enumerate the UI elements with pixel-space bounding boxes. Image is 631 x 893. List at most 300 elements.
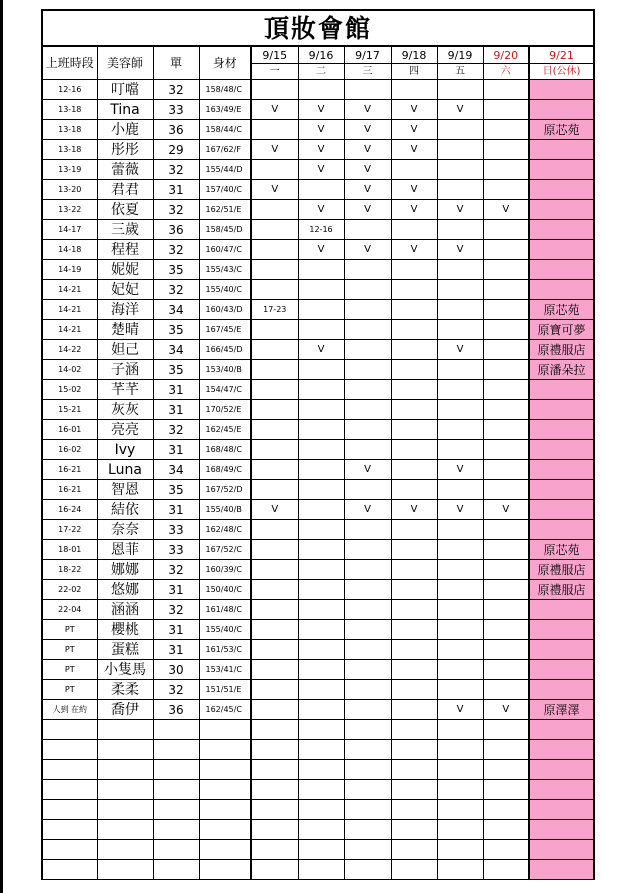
header-stylist: 美容師 [97, 46, 153, 80]
table-row [42, 560, 594, 580]
empty-row [42, 720, 594, 740]
day-cell [298, 420, 344, 440]
weekday-header: 四 [391, 64, 437, 80]
body-cell: 160/47/C [199, 240, 251, 260]
empty-cell [42, 860, 97, 880]
empty-cell [298, 820, 344, 840]
count-cell: 32 [153, 280, 199, 300]
body-cell: 170/52/E [199, 400, 251, 420]
day-cell [391, 480, 437, 500]
stylist-name-cell: 喬伊 [97, 700, 153, 720]
note-cell: 原芯苑 [529, 540, 594, 560]
note-cell [529, 780, 594, 800]
empty-cell [199, 840, 251, 860]
note-cell [529, 860, 594, 880]
empty-cell [97, 840, 153, 860]
day-cell: V [391, 500, 437, 520]
day-cell [298, 300, 344, 320]
empty-row [42, 760, 594, 780]
empty-cell [437, 720, 483, 740]
day-cell [483, 240, 529, 260]
empty-cell [199, 780, 251, 800]
day-cell [251, 680, 298, 700]
body-cell: 161/53/C [199, 640, 251, 660]
day-cell [437, 420, 483, 440]
day-cell [251, 480, 298, 500]
shift-cell: 14-18 [42, 240, 97, 260]
empty-cell [344, 780, 391, 800]
empty-cell [97, 780, 153, 800]
stylist-name-cell: 涵涵 [97, 600, 153, 620]
empty-cell [153, 780, 199, 800]
empty-cell [298, 860, 344, 880]
day-cell [483, 400, 529, 420]
day-cell [391, 80, 437, 100]
note-cell [529, 460, 594, 480]
count-cell: 33 [153, 100, 199, 120]
empty-cell [199, 740, 251, 760]
note-cell [529, 140, 594, 160]
day-cell: V [251, 140, 298, 160]
shift-cell: 14-21 [42, 320, 97, 340]
day-cell: 17-23 [251, 300, 298, 320]
day-cell [391, 400, 437, 420]
note-cell [529, 720, 594, 740]
day-cell [298, 280, 344, 300]
day-cell [344, 620, 391, 640]
stylist-name-cell: 櫻桃 [97, 620, 153, 640]
day-cell [391, 540, 437, 560]
body-cell: 153/41/C [199, 660, 251, 680]
day-cell [391, 340, 437, 360]
table-row [42, 700, 594, 720]
table-row [42, 340, 594, 360]
day-cell: V [344, 240, 391, 260]
day-cell [344, 380, 391, 400]
stylist-name-cell: 彤彤 [97, 140, 153, 160]
empty-cell [251, 860, 298, 880]
day-cell: V [437, 200, 483, 220]
table-row [42, 300, 594, 320]
empty-cell [483, 860, 529, 880]
day-cell [391, 280, 437, 300]
date-header: 9/19 [437, 46, 483, 64]
day-cell [344, 360, 391, 380]
empty-cell [391, 820, 437, 840]
day-cell [391, 520, 437, 540]
note-cell [529, 820, 594, 840]
note-cell [529, 480, 594, 500]
day-cell [391, 380, 437, 400]
day-cell [344, 220, 391, 240]
day-cell [437, 480, 483, 500]
count-cell: 32 [153, 420, 199, 440]
weekday-header: 日(公休) [529, 64, 594, 80]
empty-cell [298, 840, 344, 860]
body-cell: 162/45/C [199, 700, 251, 720]
empty-cell [391, 840, 437, 860]
day-cell [483, 680, 529, 700]
note-cell [529, 400, 594, 420]
day-cell [391, 660, 437, 680]
stylist-name-cell: 妲己 [97, 340, 153, 360]
stylist-name-cell: 智恩 [97, 480, 153, 500]
day-cell [391, 300, 437, 320]
day-cell [437, 580, 483, 600]
shift-cell: 18-22 [42, 560, 97, 580]
empty-cell [344, 820, 391, 840]
empty-cell [199, 800, 251, 820]
body-cell: 163/49/E [199, 100, 251, 120]
note-cell [529, 760, 594, 780]
empty-cell [251, 720, 298, 740]
note-cell [529, 180, 594, 200]
day-cell [391, 160, 437, 180]
note-cell [529, 680, 594, 700]
weekday-header: 三 [344, 64, 391, 80]
day-cell [298, 360, 344, 380]
day-cell [251, 620, 298, 640]
count-cell: 32 [153, 160, 199, 180]
day-cell [251, 460, 298, 480]
empty-cell [251, 840, 298, 860]
table-row [42, 460, 594, 480]
day-cell [483, 480, 529, 500]
day-cell [437, 260, 483, 280]
shift-cell: 22-02 [42, 580, 97, 600]
day-cell [483, 320, 529, 340]
day-cell: V [344, 200, 391, 220]
day-cell [483, 140, 529, 160]
note-cell [529, 420, 594, 440]
day-cell [437, 660, 483, 680]
shift-cell: 14-21 [42, 300, 97, 320]
stylist-name-cell: 娜娜 [97, 560, 153, 580]
count-cell: 31 [153, 180, 199, 200]
empty-cell [437, 840, 483, 860]
stylist-name-cell: 子涵 [97, 360, 153, 380]
day-cell [298, 560, 344, 580]
day-cell: V [391, 140, 437, 160]
day-cell [483, 520, 529, 540]
day-cell [483, 380, 529, 400]
note-cell: 原芯苑 [529, 300, 594, 320]
day-cell [298, 260, 344, 280]
note-cell: 原禮服店 [529, 560, 594, 580]
day-cell [483, 220, 529, 240]
day-cell [483, 540, 529, 560]
day-cell [483, 420, 529, 440]
day-cell: 12-16 [298, 220, 344, 240]
note-cell: 原芯苑 [529, 120, 594, 140]
day-cell [251, 120, 298, 140]
body-cell: 155/44/D [199, 160, 251, 180]
day-cell [344, 260, 391, 280]
empty-row [42, 820, 594, 840]
empty-cell [42, 800, 97, 820]
day-cell [391, 600, 437, 620]
note-cell [529, 600, 594, 620]
stylist-name-cell: Luna [97, 460, 153, 480]
day-cell [298, 680, 344, 700]
table-row [42, 440, 594, 460]
empty-cell [153, 720, 199, 740]
count-cell: 36 [153, 700, 199, 720]
date-header: 9/20 [483, 46, 529, 64]
count-cell: 32 [153, 80, 199, 100]
day-cell [344, 340, 391, 360]
table-row [42, 220, 594, 240]
table-row [42, 160, 594, 180]
day-cell [298, 80, 344, 100]
empty-cell [437, 780, 483, 800]
day-cell: V [298, 200, 344, 220]
day-cell [298, 700, 344, 720]
header-body: 身材 [199, 46, 251, 80]
day-cell [251, 660, 298, 680]
day-cell [437, 380, 483, 400]
shift-cell: 16-21 [42, 460, 97, 480]
empty-cell [42, 780, 97, 800]
empty-cell [153, 760, 199, 780]
body-cell: 151/51/E [199, 680, 251, 700]
empty-cell [199, 820, 251, 840]
day-cell [483, 280, 529, 300]
day-cell [483, 160, 529, 180]
day-cell [251, 640, 298, 660]
day-cell [344, 560, 391, 580]
stylist-name-cell: 蛋糕 [97, 640, 153, 660]
day-cell [483, 180, 529, 200]
stylist-name-cell: 楚晴 [97, 320, 153, 340]
body-cell: 150/40/C [199, 580, 251, 600]
shift-cell: 17-22 [42, 520, 97, 540]
note-cell [529, 380, 594, 400]
day-cell: V [344, 460, 391, 480]
day-cell [344, 580, 391, 600]
count-cell: 31 [153, 580, 199, 600]
day-cell [391, 680, 437, 700]
day-cell [437, 300, 483, 320]
stylist-name-cell: 奈奈 [97, 520, 153, 540]
empty-row [42, 840, 594, 860]
day-cell [391, 220, 437, 240]
empty-cell [344, 720, 391, 740]
empty-cell [298, 780, 344, 800]
day-cell [437, 320, 483, 340]
empty-cell [199, 860, 251, 880]
count-cell: 31 [153, 400, 199, 420]
count-cell: 35 [153, 360, 199, 380]
empty-cell [251, 740, 298, 760]
table-row [42, 640, 594, 660]
count-cell: 30 [153, 660, 199, 680]
day-cell [251, 440, 298, 460]
weekday-header: 二 [298, 64, 344, 80]
empty-cell [153, 860, 199, 880]
count-cell: 35 [153, 480, 199, 500]
note-cell [529, 640, 594, 660]
day-cell: V [251, 500, 298, 520]
empty-cell [344, 840, 391, 860]
empty-row [42, 780, 594, 800]
table-row [42, 540, 594, 560]
page-title: 頂妝會館 [42, 10, 594, 46]
day-cell [483, 260, 529, 280]
empty-cell [483, 820, 529, 840]
day-cell [437, 220, 483, 240]
day-cell: V [483, 200, 529, 220]
day-cell [483, 440, 529, 460]
day-cell [251, 260, 298, 280]
empty-cell [391, 740, 437, 760]
body-cell: 167/45/E [199, 320, 251, 340]
stylist-name-cell: 程程 [97, 240, 153, 260]
day-cell [251, 160, 298, 180]
shift-cell: 16-24 [42, 500, 97, 520]
day-cell [391, 440, 437, 460]
body-cell: 158/48/C [199, 80, 251, 100]
empty-cell [42, 760, 97, 780]
day-cell [437, 140, 483, 160]
day-cell: V [344, 140, 391, 160]
day-cell [251, 220, 298, 240]
stylist-name-cell: 亮亮 [97, 420, 153, 440]
note-cell: 原禮服店 [529, 340, 594, 360]
empty-cell [483, 840, 529, 860]
day-cell [391, 700, 437, 720]
empty-cell [97, 800, 153, 820]
table-row [42, 680, 594, 700]
stylist-name-cell: 叮噹 [97, 80, 153, 100]
empty-cell [344, 860, 391, 880]
empty-cell [199, 760, 251, 780]
count-cell: 34 [153, 340, 199, 360]
empty-row [42, 860, 594, 880]
empty-cell [42, 840, 97, 860]
day-cell [298, 620, 344, 640]
empty-cell [97, 740, 153, 760]
note-cell: 原寶可夢 [529, 320, 594, 340]
empty-cell [97, 760, 153, 780]
note-cell [529, 80, 594, 100]
table-row [42, 600, 594, 620]
shift-cell: 22-04 [42, 600, 97, 620]
empty-cell [251, 820, 298, 840]
shift-cell: 13-22 [42, 200, 97, 220]
day-cell [251, 580, 298, 600]
table-row [42, 480, 594, 500]
day-cell: V [344, 120, 391, 140]
day-cell [344, 400, 391, 420]
date-header: 9/18 [391, 46, 437, 64]
day-cell: V [251, 100, 298, 120]
shift-cell: 16-02 [42, 440, 97, 460]
table-row [42, 500, 594, 520]
day-cell [251, 560, 298, 580]
stylist-name-cell: 小隻馬 [97, 660, 153, 680]
day-cell [251, 380, 298, 400]
stylist-name-cell: 柔柔 [97, 680, 153, 700]
empty-cell [437, 820, 483, 840]
day-cell [344, 640, 391, 660]
stylist-name-cell: 芊芊 [97, 380, 153, 400]
empty-cell [153, 820, 199, 840]
body-cell: 162/48/C [199, 520, 251, 540]
body-cell: 155/40/C [199, 620, 251, 640]
note-cell [529, 500, 594, 520]
header-count: 單 [153, 46, 199, 80]
body-cell: 166/45/D [199, 340, 251, 360]
weekday-header: 一 [251, 64, 298, 80]
body-cell: 167/52/D [199, 480, 251, 500]
day-cell [251, 360, 298, 380]
day-cell [251, 80, 298, 100]
note-cell [529, 200, 594, 220]
day-cell [391, 420, 437, 440]
body-cell: 158/44/C [199, 120, 251, 140]
count-cell: 33 [153, 520, 199, 540]
day-cell: V [251, 180, 298, 200]
stylist-name-cell: 海洋 [97, 300, 153, 320]
count-cell: 32 [153, 600, 199, 620]
body-cell: 168/48/C [199, 440, 251, 460]
empty-cell [42, 740, 97, 760]
date-header: 9/17 [344, 46, 391, 64]
day-cell [437, 400, 483, 420]
day-cell: V [437, 100, 483, 120]
count-cell: 33 [153, 540, 199, 560]
day-cell [251, 520, 298, 540]
count-cell: 34 [153, 460, 199, 480]
day-cell [437, 280, 483, 300]
note-cell [529, 280, 594, 300]
day-cell: V [298, 160, 344, 180]
table-row [42, 260, 594, 280]
empty-cell [251, 800, 298, 820]
day-cell [298, 520, 344, 540]
stylist-name-cell: 三歲 [97, 220, 153, 240]
day-cell: V [437, 240, 483, 260]
day-cell [483, 620, 529, 640]
empty-cell [437, 760, 483, 780]
day-cell [251, 540, 298, 560]
day-cell [483, 580, 529, 600]
body-cell: 160/43/D [199, 300, 251, 320]
day-cell: V [437, 340, 483, 360]
day-cell [344, 480, 391, 500]
day-cell [298, 180, 344, 200]
day-cell [437, 640, 483, 660]
day-cell [391, 580, 437, 600]
day-cell [344, 700, 391, 720]
empty-cell [42, 820, 97, 840]
table-row [42, 100, 594, 120]
table-row [42, 180, 594, 200]
day-cell [344, 600, 391, 620]
body-cell: 155/40/B [199, 500, 251, 520]
day-cell [298, 540, 344, 560]
day-cell [344, 540, 391, 560]
body-cell: 167/52/C [199, 540, 251, 560]
stylist-name-cell: 恩菲 [97, 540, 153, 560]
date-header: 9/16 [298, 46, 344, 64]
day-cell [483, 600, 529, 620]
day-cell [251, 600, 298, 620]
empty-cell [483, 780, 529, 800]
shift-cell: 14-22 [42, 340, 97, 360]
note-cell [529, 660, 594, 680]
